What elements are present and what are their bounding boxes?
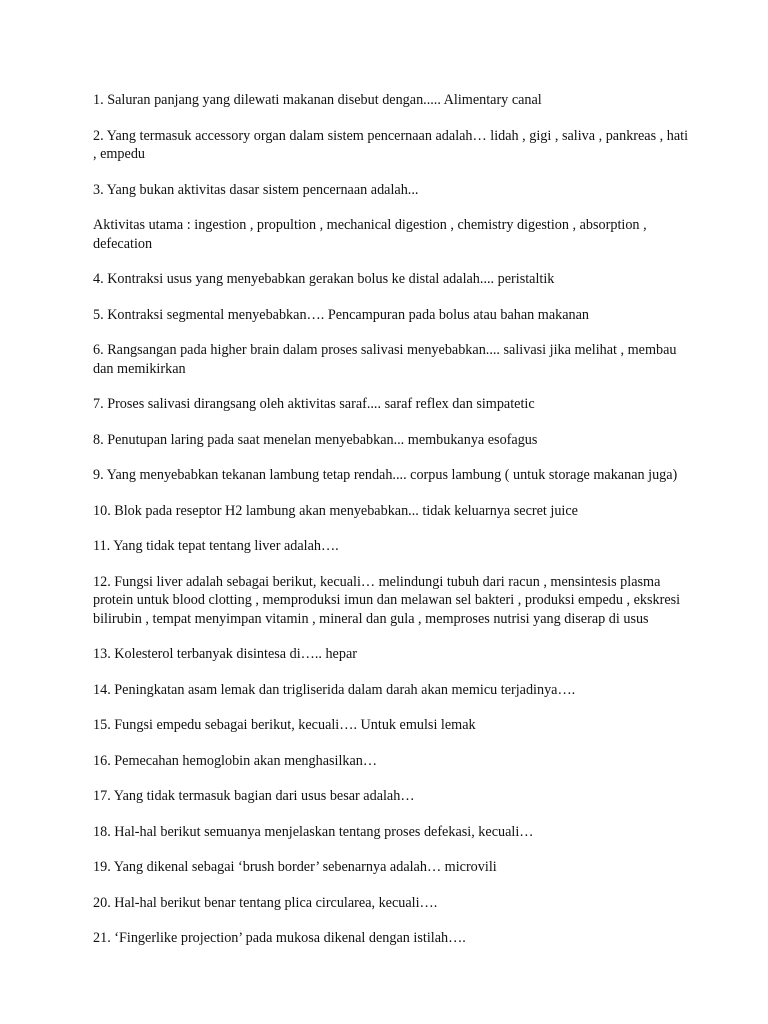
document-body xyxy=(93,91,693,965)
question-13: 13. Kolesterol terbanyak disintesa di….. hepar xyxy=(93,646,357,662)
question-11: 11. Yang tidak tepat tentang liver adalah…. xyxy=(93,538,339,554)
question-2: 2. Yang termasuk accessory organ dalam sistem pencernaan adalah… lidah , gigi , saliva , pankreas , hati , empedu xyxy=(93,127,689,162)
question-15: 15. Fungsi empedu sebagai berikut, kecuali…. Untuk emulsi lemak xyxy=(93,717,476,733)
question-3: 3. Yang bukan aktivitas dasar sistem pencernaan adalah... xyxy=(93,181,419,198)
question-21: 21. ‘Fingerlike projection’ pada mukosa dikenal dengan istilah…. xyxy=(93,930,466,946)
question-14: 14. Peningkatan asam lemak dan trigliserida dalam darah akan memicu terjadinya…. xyxy=(93,681,576,698)
question-5: 5. Kontraksi segmental menyebabkan…. Pencampuran pada bolus atau bahan makanan xyxy=(93,306,590,323)
question-20: 20. Hal-hal berikut benar tentang plica circularea, kecuali…. xyxy=(93,894,438,911)
question-12: 12. Fungsi liver adalah sebagai berikut, kecuali… melindungi tubuh dari racun , mensintesis plasma protein untuk blood clotting , memproduksi imun dan melawan sel bakteri , produksi empedu , ekskresi bilirubin , tempat menyimpan vitamin , mineral dan gula , memproses nutrisi yang diserap di usus xyxy=(93,573,681,627)
question-17: 17. Yang tidak termasuk bagian dari usus besar adalah… xyxy=(93,788,415,804)
question-1: 1. Saluran panjang yang dilewati makanan disebut dengan..... Alimentary canal xyxy=(93,92,542,108)
question-9: 9. Yang menyebabkan tekanan lambung tetap rendah.... corpus lambung ( untuk storage makanan juga) xyxy=(93,467,678,483)
question-10: 10. Blok pada reseptor H2 lambung akan menyebabkan... tidak keluarnya secret juice xyxy=(93,502,578,519)
question-18: 18. Hal-hal berikut semuanya menjelaskan tentang proses defekasi, kecuali… xyxy=(93,823,534,840)
note-aktivitas-utama: Aktivitas utama : ingestion , propultion , mechanical digestion , chemistry digestion , absorption , defecation xyxy=(93,217,647,252)
question-8: 8. Penutupan laring pada saat menelan menyebabkan... membukanya esofagus xyxy=(93,431,538,448)
question-16: 16. Pemecahan hemoglobin akan menghasilkan… xyxy=(93,752,378,769)
question-4: 4. Kontraksi usus yang menyebabkan gerakan bolus ke distal adalah.... peristaltik xyxy=(93,271,555,287)
question-19: 19. Yang dikenal sebagai ‘brush border’ sebenarnya adalah… microvili xyxy=(93,859,497,875)
question-6: 6. Rangsangan pada higher brain dalam proses salivasi menyebabkan.... salivasi jika melihat , membau dan memikirkan xyxy=(93,342,677,377)
question-7: 7. Proses salivasi dirangsang oleh aktivitas saraf.... saraf reflex dan simpatetic xyxy=(93,396,535,412)
